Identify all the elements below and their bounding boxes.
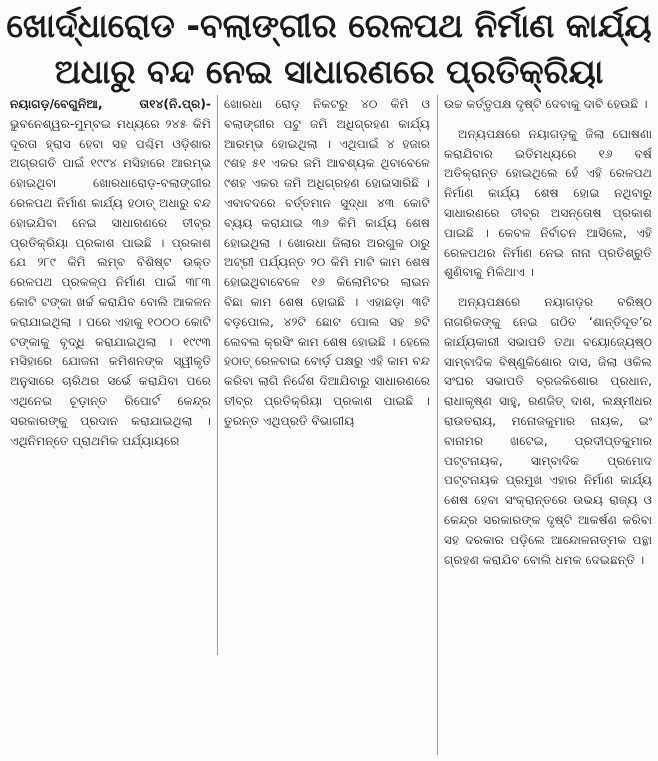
article-column-3 bbox=[444, 95, 652, 755]
headline-line-1: ଖୋର୍ଦ୍ଧାରୋଡ -ବଲାଙ୍ଗୀର ରେଳପଥ ନିର୍ମାଣ କାର୍ଯ୍ୟ bbox=[6, 6, 652, 45]
article-paragraph: ଉଚ୍ଚ କର୍ତ୍ତୃପକ୍ଷ ଦୃଷ୍ଟି ଦେବାକୁ ଦାବି ହେଉଛି । bbox=[444, 97, 648, 111]
paragraph-text: ଭୁବନେଶ୍ୱର-ମୁମ୍ବଇ ମଧ୍ୟରେ ୨୪୫ କିମି ଦୂରତା ହ୍ରାସ ହେବା ସହ ପଶ୍ଚିମ ଓଡ଼ିଶାର ଅଗ୍ରଗତି ପାଇଁ ୧୯୯୪ ମସିହାରେ ଆରମ୍ଭ ହୋଇଥିବା ଖୋରଧାରୋଡ଼-ବଲାଙ୍ଗୀର ରେଳପଥ ନିର୍ମାଣ କାର୍ଯ୍ୟ ହଠାତ୍ ଅଧାରୁ ବନ୍ଦ ହୋଇଯିବା ନେଇ ସାଧାରଣରେ ତୀବ୍ର ପ୍ରତିକ୍ରିୟା ପ୍ରକାଶ ପାଇଛି । ପ୍ରକାଶ ଯେ ୨୮୯ କିମି ଲମ୍ବ ବିଶିଷ୍ଟ ଉକ୍ତ ରେଳପଥ ପ୍ରକଳ୍ପ ନିର୍ମାଣ ପାଇଁ ୩୮୩ କୋଟି ଟଙ୍କା ଖର୍ଚ୍ଚ କରାଯିବ ବୋଲି ଆକଳନ କରାଯାଇଥିଲା । ପରେ ଏହାକୁ ୧୦୦୦ କୋଟି ଟଙ୍କାକୁ ବୃଦ୍ଧି କରାଯାଇଥିଲା । ୧୯୯୩ ମସିହାରେ ଯୋଜନା କମିଶନଙ୍କ ସ୍ୱୀକୃତି ଅନୁସାରେ ଚାରିଥର ସର୍ଭେ କରାଯିବା ପରେ ଏଥିନେଇ ଚୂଡ଼ାନ୍ତ ରିପୋର୍ଟ କେନ୍ଦ୍ର ସରକାରଙ୍କୁ ପ୍ରଦାନ କରାଯାଇଥିଲା । ଏଥିନିମନ୍ତେ ପ୍ରାଥମିକ ପର୍ଯ୍ୟାୟରେ bbox=[10, 116, 211, 448]
article-paragraph: ଅନ୍ୟପକ୍ଷରେ ନୟାଗଡ଼କୁ ଜିଲା ଘୋଷଣା କରାଯିବାର ଇତିମଧ୍ୟରେ ୧୬ ବର୍ଷ ଅତିକ୍ରାନ୍ତ ହୋଇଥିଲେ ହେଁ ଏହି ରେଳପଥ ନିର୍ମାଣ କାର୍ଯ୍ୟ ଶେଷ ହୋଇ ନଥିବାରୁ ସାଧାରଣରେ ତୀବ୍ର ଅସନ୍ତୋଷ ପ୍ରକାଶ ପାଇଛି । କେବଳ ନିର୍ବାଚନ ଆସିଲେ, ଏହି ରେଳପଥର ନିର୍ମାଣ ନେଇ ନାନା ପ୍ରତିଶ୍ରୁତି ଶୁଣିବାକୁ ମିଳିଥାଏ । bbox=[444, 126, 652, 280]
column-divider bbox=[217, 95, 218, 655]
article-paragraph bbox=[10, 95, 211, 451]
headline-line-2: ଅଧାରୁ ବନ୍ଦ ନେଇ ସାଧାରଣରେ ପ୍ରତିକ୍ରିୟା bbox=[54, 52, 604, 91]
article-column-1 bbox=[10, 95, 211, 655]
headline bbox=[0, 0, 658, 92]
article-paragraph: ଖୋରଧା ରୋଡ଼ ନିକଟରୁ ୪୦ କିମି ଓ ବଲାଙ୍ଗୀର ପଟୁ ଜମି ଅଧିଗ୍ରହଣ କାର୍ଯ୍ୟ ଆରମ୍ଭ ହୋଇଥିଲା । ଏଥିପାଇଁ ୪ ହଜାର ୯ଶହ ୫୧ ଏକର ଜମି ଆବଶ୍ୟକ ଥିବାବେଳେ ୯ଶହ ଏକର ଜମି ଅଧିଗ୍ରହଣ ହୋଇସାରିଛି । ଏବାବଦରେ ବର୍ତ୍ତମାନ ସୁଦ୍ଧା ୪୩ କୋଟି ବ୍ୟୟ କରାଯାଇ ୩୬ କିମି କାର୍ଯ୍ୟ ଶେଷ ହୋଇଥିଲା । ଖୋରଧା ଜିଲାର ଅରଗୁଳ ଠାରୁ ଅଟ୍ରୀ ପର୍ଯ୍ୟନ୍ତ ୨୦ କିମି ମାଟି କାମ ଶେଷ ହୋଇଥିବାବେଳେ ୧୬ କିଲୋମିଟର ଲାଇନ ବିଛା କାମ ଶେଷ ହୋଇଛି । ଏହାଛଡ଼ା ୩ଟି ବଡ଼ପୋଲ, ୪୨ଟି ଛୋଟ ପୋଲ ସହ ୭ଟି ଲେବଲ କ୍ରସିଂ କାମ ଶେଷ ହୋଇଛି । ହେଲେ ହଠାତ୍ ରେଳବାଇ ବୋର୍ଡ଼ ପକ୍ଷରୁ ଏହି କାମ ବନ୍ଦ କରିବା ଲାଗି ନିର୍ଦ୍ଦେଶ ଦିଆଯିବାରୁ ସାଧାରଣରେ ତୀବ୍ର ପ୍ରତିକ୍ରିୟା ପ୍ରକାଶ ପାଇଛି । ତୁରନ୍ତ ଏଥିପ୍ରତି ବିଭାଗୀୟ bbox=[224, 97, 430, 428]
article-paragraph: ଅନ୍ୟପକ୍ଷରେ ନୟାଗଡ଼ର ବରିଷ୍ଠ ନାଗରିକଙ୍କୁ ନେଇ ଗଠିତ ‘ଶାନ୍ତିଦୂତ’ର କାର୍ଯ୍ୟକାରୀ ସଭାପତି ତଥା ବୟୋଜ୍ୟେଷ୍ଠ ସାମ୍ବାଦିକ ବିଷ୍ଣୁକିଶୋର ଦାସ, ଜିଲା ଓକିଲ ସଂଘର ସଭାପତି ବ୍ରଜକିଶୋର ପ୍ରଧାନ, ରାଧାକୃଷ୍ଣ ସାହୁ, ରଣଜିତ୍ ଦାଶ, ଲକ୍ଷ୍ମୀଧର ରାଉତରାୟ, ମନୋଜକୁମାର ନାୟକ, ଇଂ ବାନାମର ଖଟେଇ, ପ୍ରଦୀପ୍ତକୁମାର ପଟ୍ଟନାୟକ, ସାମ୍ବାଦିକ ପ୍ରମୋଦ ପଟ୍ଟନାୟକ ପ୍ରମୁଖ ଏହାର ନିର୍ମାଣ କାର୍ଯ୍ୟ ଶେଷ ହେବା ସଂକ୍ରାନ୍ତରେ ଉଭୟ ରାଜ୍ୟ ଓ କେନ୍ଦ୍ର ସରକାରଙ୍କ ଦୃଷ୍ଟି ଆକର୍ଷଣ କରିବା ସହ ଦରକାର ପଡ଼ିଲେ ଆନ୍ଦୋଳନାତ୍ମକ ପନ୍ଥା ଗ୍ରହଣ କରାଯିବ ବୋଲି ଧମକ ଦେଇଛନ୍ତି । bbox=[444, 295, 652, 567]
column-divider bbox=[437, 95, 438, 755]
dateline: ନୟାଗଡ଼/ବେଗୁନିଆ, ତା୧୪(ନି.ପ୍ର)- bbox=[10, 97, 211, 111]
article-column-2 bbox=[224, 95, 430, 655]
